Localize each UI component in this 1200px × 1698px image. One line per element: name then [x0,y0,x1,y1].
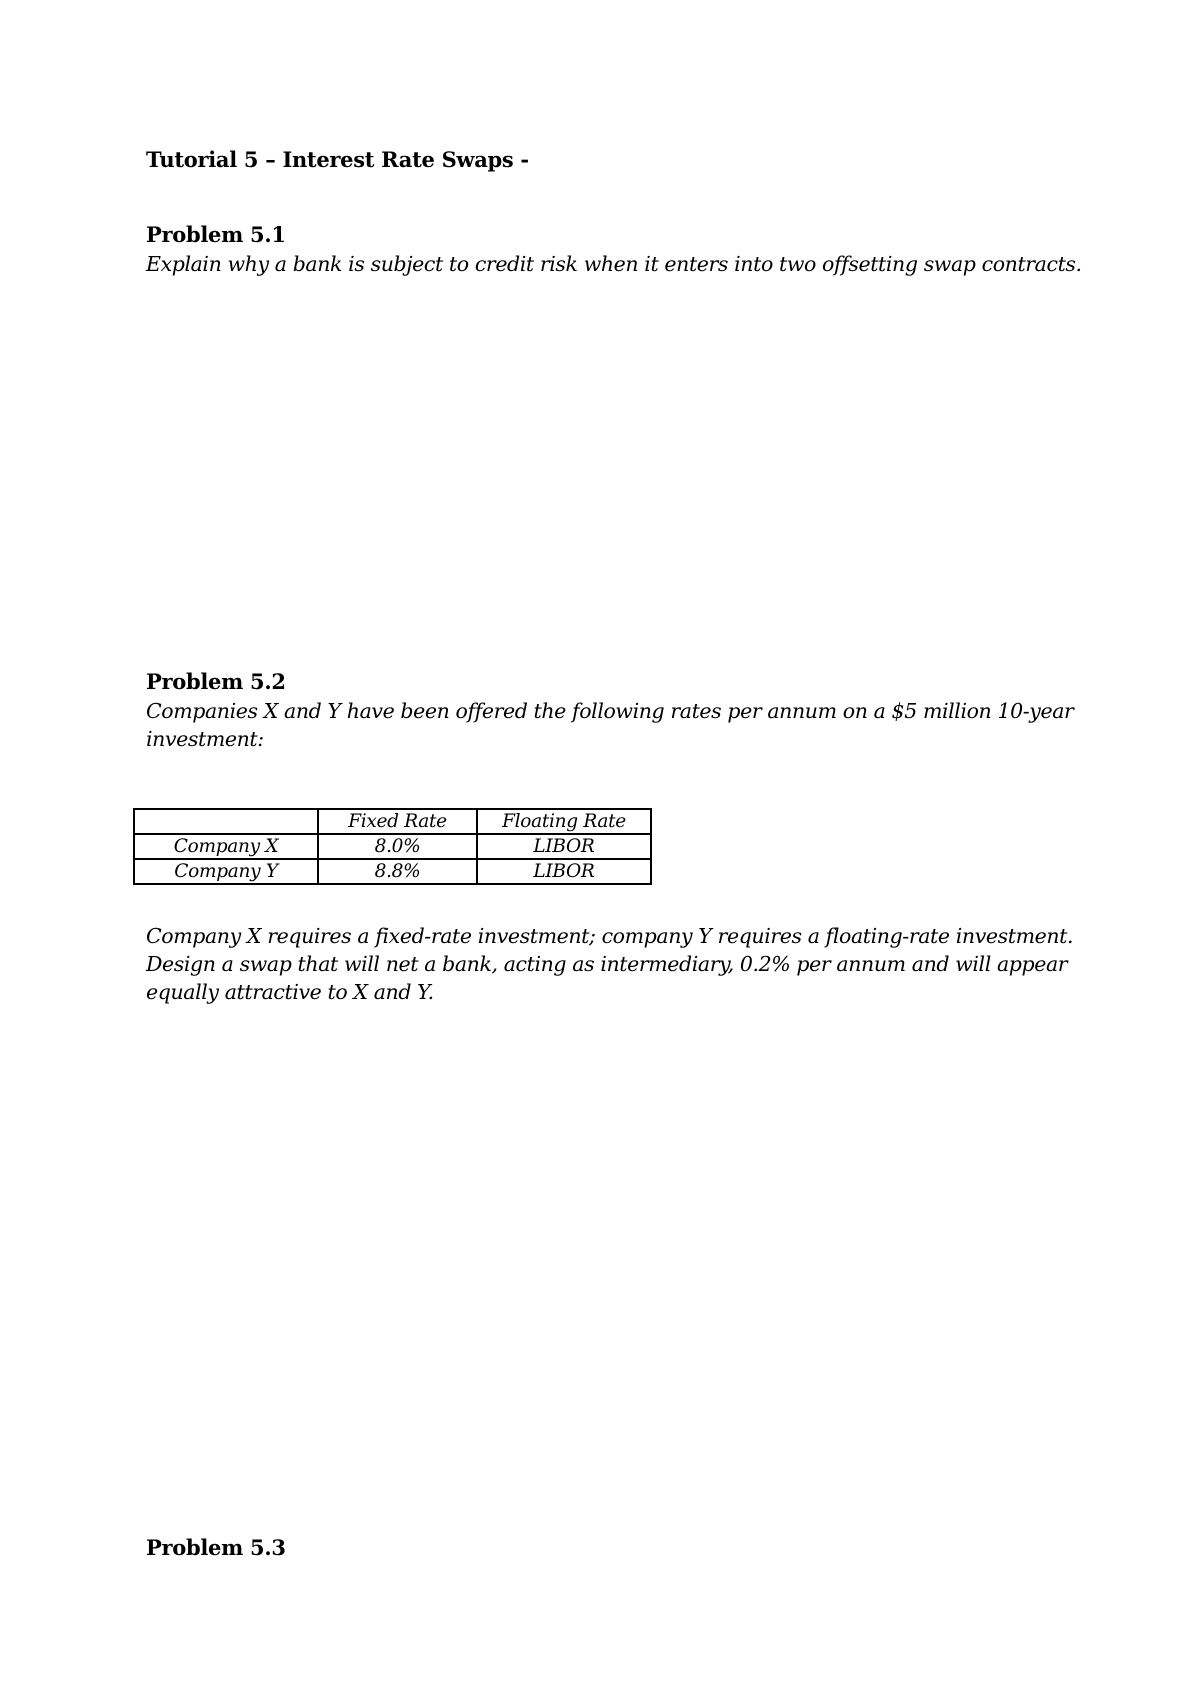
problem-5-2-intro-line: investment: [146,727,264,751]
problem-5-2-question-line: Company X requires a fixed-rate investment; company Y requires a floating-rate investment. [146,924,1074,948]
table-header-cell: Fixed Rate [318,809,477,834]
table-header-row [134,809,651,834]
problem-5-1-text [146,250,1082,278]
problem-5-2-heading: Problem 5.2 [146,669,286,694]
problem-5-2-intro [146,697,1073,753]
table-cell: LIBOR [477,859,651,884]
table-cell: 8.8% [318,859,477,884]
problem-5-3-heading: Problem 5.3 [146,1535,286,1560]
problem-5-2-question [146,922,1073,1006]
table-header-cell: Floating Rate [477,809,651,834]
table-row [134,859,651,884]
problem-5-2-intro-line: Companies X and Y have been offered the following rates per annum on a $5 million 10-year [146,699,1074,723]
problem-5-1-line: Explain why a bank is subject to credit risk when it enters into two offsetting swap contracts. [146,252,1082,276]
table-cell: Company X [134,834,318,859]
problem-5-1-heading: Problem 5.1 [146,222,286,247]
table-header-cell [134,809,318,834]
table-cell: Company Y [134,859,318,884]
page-title: Tutorial 5 – Interest Rate Swaps - [146,147,529,172]
table-cell: 8.0% [318,834,477,859]
problem-5-2-question-line: equally attractive to X and Y. [146,980,434,1004]
problem-5-2-question-line: Design a swap that will net a bank, acting as intermediary, 0.2% per annum and will appear [146,952,1068,976]
table-row [134,834,651,859]
table-cell: LIBOR [477,834,651,859]
rates-table [133,808,652,885]
